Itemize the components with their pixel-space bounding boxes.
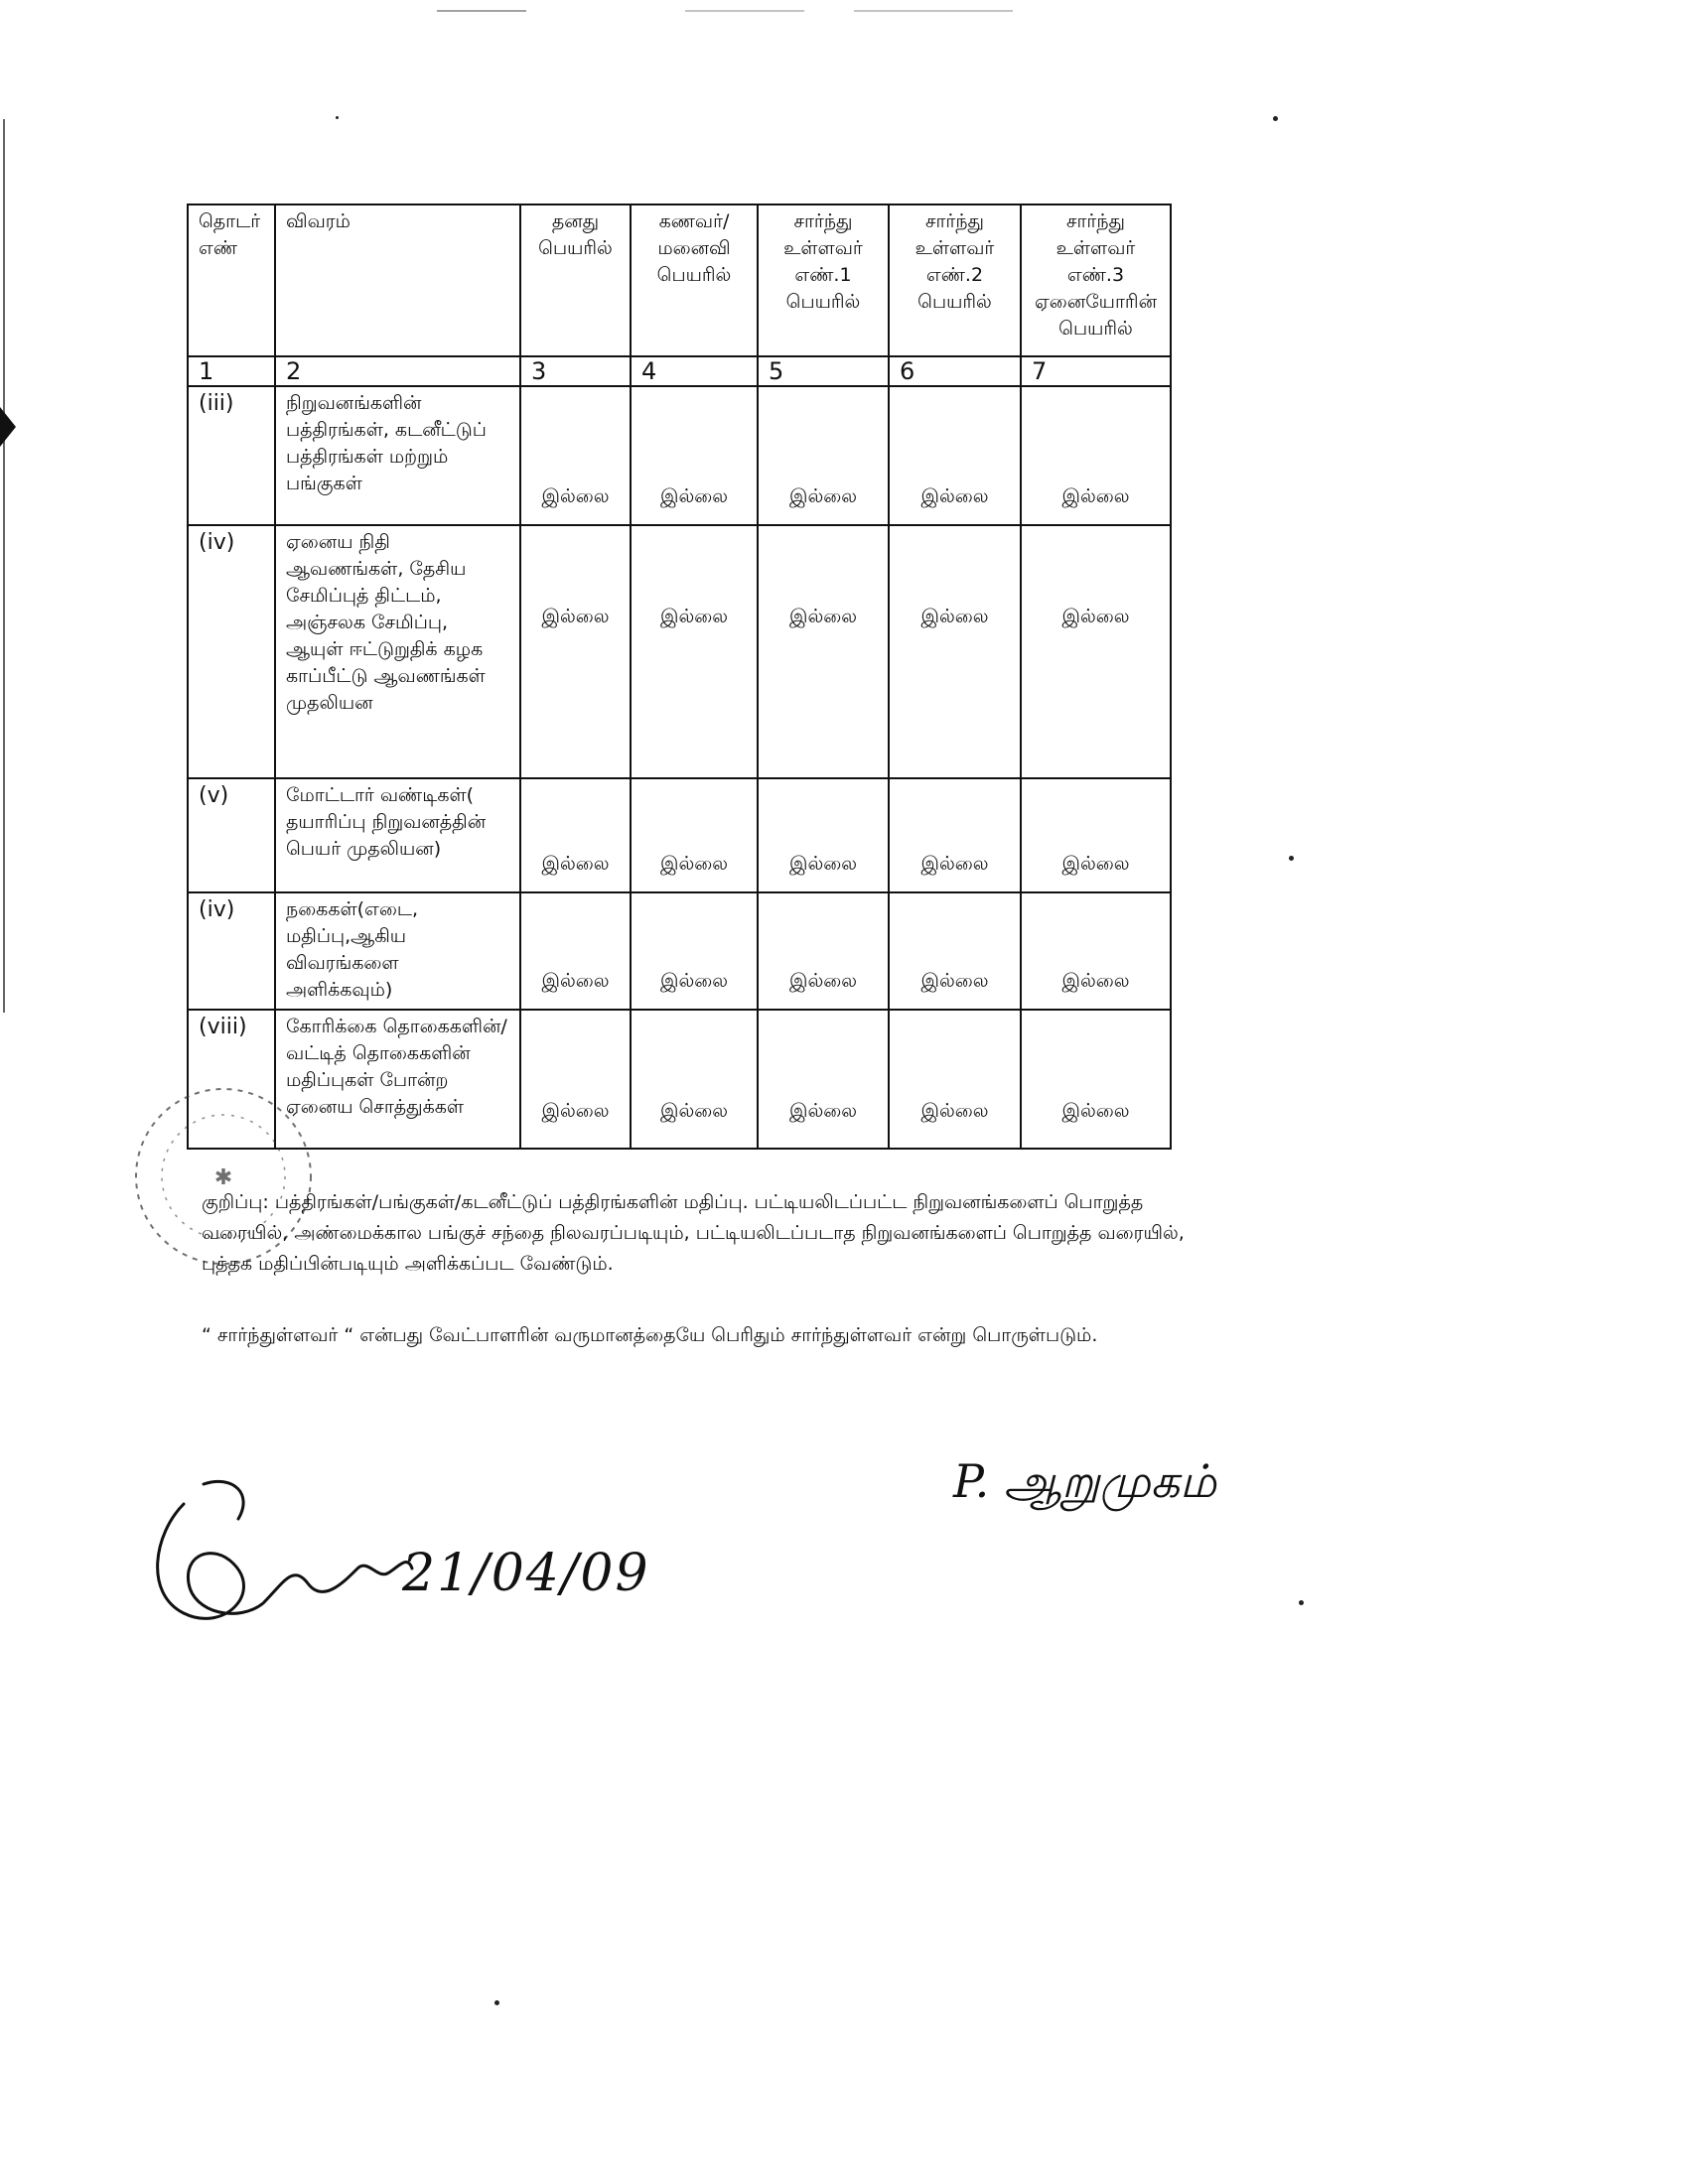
column-number-row [188, 356, 1171, 386]
row-value: இல்லை [631, 386, 758, 525]
row-serial: (iv) [188, 892, 275, 1010]
row-value: இல்லை [520, 892, 631, 1010]
header-dependent-2: சார்ந்து உள்ளவர் எண்.2 பெயரில் [889, 205, 1021, 356]
row-description: ஏனைய நிதி ஆவணங்கள், தேசிய சேமிப்புத் திட்டம், அஞ்சலக சேமிப்பு, ஆயுள் ஈட்டுறுதிக் கழக காப்பீட்டு ஆவணங்கள் முதலியன [275, 525, 520, 778]
row-serial: (v) [188, 778, 275, 892]
row-value: இல்லை [758, 1010, 889, 1149]
row-description: கோரிக்கை தொகைகளின்/வட்டித் தொகைகளின் மதிப்புகள் போன்ற ஏனைய சொத்துக்கள் [275, 1010, 520, 1149]
row-value: இல்லை [520, 778, 631, 892]
column-number: 4 [631, 356, 758, 386]
row-value: இல்லை [520, 525, 631, 778]
note-valuation: குறிப்பு: பத்திரங்கள்/பங்குகள்/கடனீட்டுப் பத்திரங்களின் மதிப்பு. பட்டியலிடப்பட்ட நிறுவனங்களைப் பொறுத்த வரையில், அண்மைக்கால பங்குச் சந்தை நிலவரப்படியும், பட்டியலிடப்படாத நிறுவனங்களைப் பொறுத்த வரையில், புத்தக மதிப்பின்படியும் அளிக்கப்பட வேண்டும். [202, 1191, 1185, 1275]
row-value: இல்லை [1021, 778, 1171, 892]
scan-speck [336, 116, 339, 119]
scan-mark [854, 10, 1013, 12]
scan-speck [1289, 856, 1294, 861]
row-value: இல்லை [631, 892, 758, 1010]
scan-speck [1299, 1600, 1304, 1605]
header-serial-no: தொடர் எண் [188, 205, 275, 356]
row-value: இல்லை [889, 525, 1021, 778]
column-number: 6 [889, 356, 1021, 386]
row-value: இல்லை [889, 892, 1021, 1010]
row-value: இல்லை [889, 1010, 1021, 1149]
header-dependent-3: சார்ந்து உள்ளவர் எண்.3 ஏனையோரின் பெயரில் [1021, 205, 1171, 356]
scan-edge [3, 119, 5, 1013]
row-serial: (viii) [188, 1010, 275, 1149]
signature-name-right: P. ஆறுமுகம் [953, 1454, 1217, 1508]
note-dependent-definition: “ சார்ந்துள்ளவர் “ என்பது வேட்பாளரின் வருமானத்தையே பெரிதும் சார்ந்துள்ளவர் என்று பொருள்படும். [202, 1324, 1098, 1346]
assets-table [187, 204, 1172, 1150]
row-value: இல்லை [1021, 525, 1171, 778]
row-value: இல்லை [520, 1010, 631, 1149]
row-serial: (iv) [188, 525, 275, 778]
row-value: இல்லை [631, 1010, 758, 1149]
column-number: 3 [520, 356, 631, 386]
header-details: விவரம் [275, 205, 520, 356]
column-number: 7 [1021, 356, 1171, 386]
column-number: 5 [758, 356, 889, 386]
scan-mark [437, 10, 526, 12]
header-spouse: கணவர்/ மனைவி பெயரில் [631, 205, 758, 356]
table-header-row [188, 205, 1171, 356]
signature-date: 21/04/09 [402, 1544, 650, 1603]
row-value: இல்லை [889, 386, 1021, 525]
table-row [188, 892, 1171, 1010]
scan-edge-mark [0, 407, 16, 447]
row-value: இல்லை [889, 778, 1021, 892]
column-number: 1 [188, 356, 275, 386]
table-row [188, 525, 1171, 778]
row-value: இல்லை [631, 525, 758, 778]
row-value: இல்லை [758, 778, 889, 892]
header-dependent-1: சார்ந்து உள்ளவர் எண்.1 பெயரில் [758, 205, 889, 356]
scan-mark [685, 10, 804, 12]
row-description: நகைகள்(எடை, மதிப்பு,ஆகிய விவரங்களை அளிக்கவும்) [275, 892, 520, 1010]
row-value: இல்லை [1021, 386, 1171, 525]
row-value: இல்லை [758, 525, 889, 778]
table-row [188, 1010, 1171, 1149]
scan-speck [494, 2000, 499, 2005]
row-description: மோட்டார் வண்டிகள்( தயாரிப்பு நிறுவனத்தின் பெயர் முதலியன) [275, 778, 520, 892]
scan-speck [1273, 116, 1278, 121]
row-value: இல்லை [631, 778, 758, 892]
row-value: இல்லை [1021, 1010, 1171, 1149]
svg-text:✱: ✱ [213, 1165, 233, 1190]
table-row [188, 386, 1171, 525]
row-value: இல்லை [758, 892, 889, 1010]
row-serial: (iii) [188, 386, 275, 525]
table-row [188, 778, 1171, 892]
row-description: நிறுவனங்களின் பத்திரங்கள், கடனீட்டுப் பத்திரங்கள் மற்றும் பங்குகள் [275, 386, 520, 525]
row-value: இல்லை [520, 386, 631, 525]
header-self: தனது பெயரில் [520, 205, 631, 356]
row-value: இல்லை [1021, 892, 1171, 1010]
column-number: 2 [275, 356, 520, 386]
row-value: இல்லை [758, 386, 889, 525]
